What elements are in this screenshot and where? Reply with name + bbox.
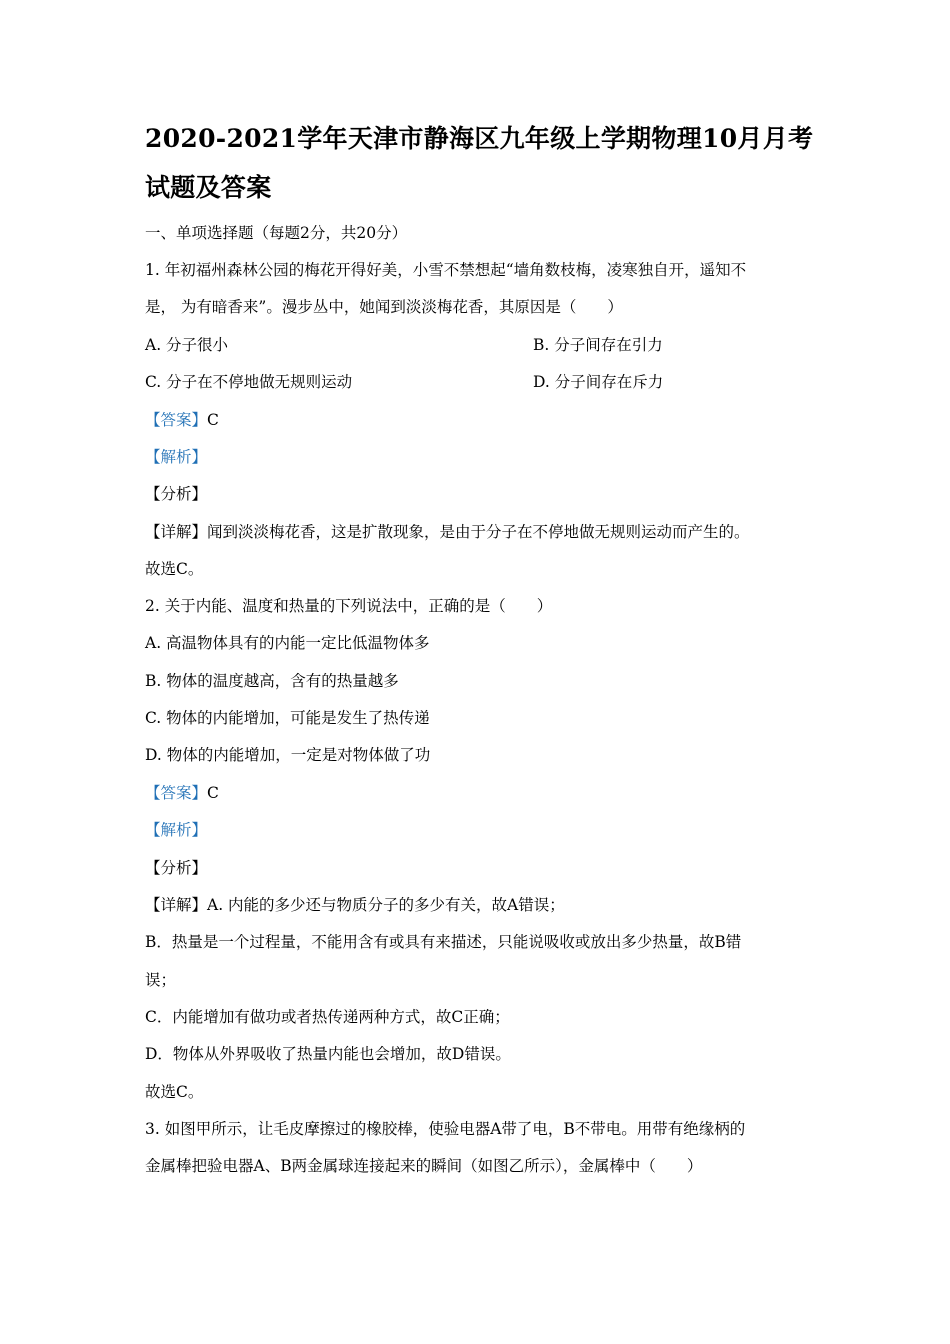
q3-stem-line2: 金属棒把验电器A、B两金属球连接起来的瞬间（如图乙所示），金属棒中（ ）: [145, 1157, 703, 1175]
q1-answer-tag: 【答案】: [145, 411, 208, 429]
q1-option-b: B. 分子间存在引力: [533, 336, 663, 354]
q2-detail-b-line2: 误；: [145, 971, 177, 989]
q1-stem-line2: 是， 为有暗香来”。漫步丛中，她闻到淡淡梅花香，其原因是（ ）: [145, 298, 623, 316]
q1-conclusion: 故选C。: [145, 560, 204, 578]
q2-option-d: D. 物体的内能增加，一定是对物体做了功: [145, 746, 431, 764]
q2-answer-value: C: [207, 784, 219, 802]
q3-stem-line1: 3. 如图甲所示，让毛皮摩擦过的橡胶棒，使验电器A带了电，B不带电。用带有绝缘柄的: [145, 1120, 746, 1138]
q1-analysis-tag: 【解析】: [145, 448, 208, 466]
q2-detail-b-line1: B．热量是一个过程量，不能用含有或具有来描述，只能说吸收或放出多少热量，故B错: [145, 933, 742, 951]
q2-detail-d: D．物体从外界吸收了热量内能也会增加，故D错误。: [145, 1045, 511, 1063]
q2-analysis-tag: 【解析】: [145, 821, 208, 839]
q2-option-a: A. 高温物体具有的内能一定比低温物体多: [145, 634, 430, 652]
q1-option-c: C. 分子在不停地做无规则运动: [145, 373, 353, 391]
q2-answer-tag: 【答案】: [145, 784, 208, 802]
q2-option-c: C. 物体的内能增加，可能是发生了热传递: [145, 709, 430, 727]
section-heading: 一、单项选择题（每题2分，共20分）: [145, 224, 408, 242]
q1-fenxi: 【分析】: [145, 485, 208, 503]
q1-stem-line1: 1. 年初福州森林公园的梅花开得好美，小雪不禁想起“墙角数枝梅，凌寒独自开，遥知不: [145, 261, 747, 279]
q1-option-a: A. 分子很小: [145, 336, 229, 354]
q1-detail: 【详解】闻到淡淡梅花香，这是扩散现象，是由于分子在不停地做无规则运动而产生的。: [145, 523, 750, 541]
q2-option-b: B. 物体的温度越高，含有的热量越多: [145, 672, 399, 690]
q2-detail-a: 【详解】A. 内能的多少还与物质分子的多少有关，故A错误；: [145, 896, 565, 914]
document-title-line1: 2020-2021学年天津市静海区九年级上学期物理10月月考: [145, 124, 814, 153]
document-title-line2: 试题及答案: [145, 173, 272, 202]
q1-answer: [145, 409, 219, 431]
q2-fenxi: 【分析】: [145, 859, 208, 877]
q1-answer-value: C: [207, 411, 219, 429]
q2-detail-c: C．内能增加有做功或者热传递两种方式，故C正确；: [145, 1008, 510, 1026]
q2-answer: [145, 782, 219, 804]
q1-option-d: D. 分子间存在斥力: [533, 373, 664, 391]
q2-conclusion: 故选C。: [145, 1083, 204, 1101]
q2-stem: 2. 关于内能、温度和热量的下列说法中，正确的是（ ）: [145, 597, 553, 615]
